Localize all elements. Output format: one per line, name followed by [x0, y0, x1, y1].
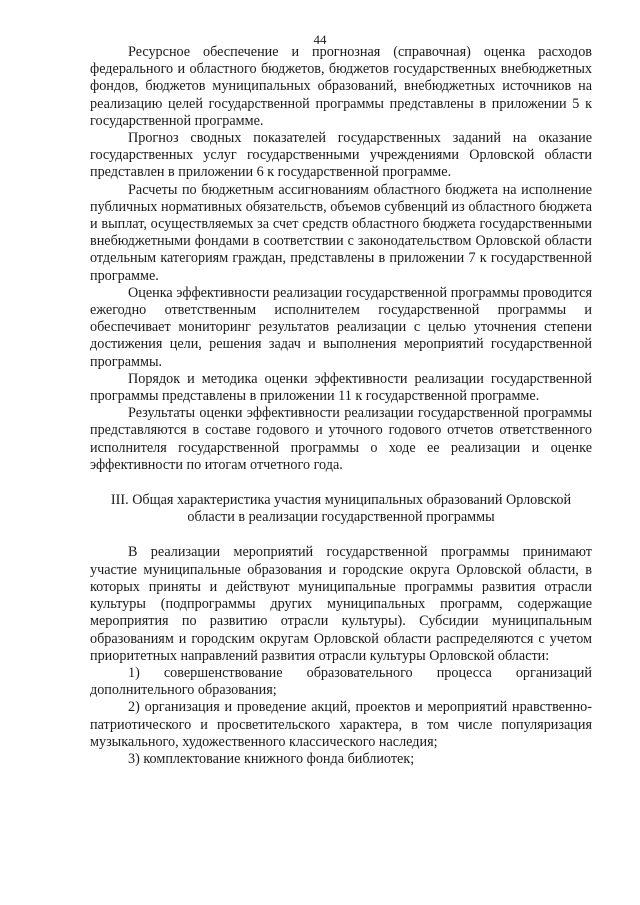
list-item: 1) совершенствование образовательного процесса организаций дополнительного образования;: [90, 664, 592, 699]
paragraph: Порядок и методика оценки эффективности реализации государственной программы представлены в приложении 11 к государственной программе.: [90, 370, 592, 405]
list-item: 3) комплектование книжного фонда библиотек;: [128, 750, 415, 767]
paragraph: В реализации мероприятий государственной программы принимают участие муниципальные образования и городские округа Орловской области, в которых приняты и действуют муниципальные программы развития отрасли культуры (подпрограммы других муниципальных программ, содержащие мероприятия по развитию отрасли культуры). Субсидии муниципальным образованиям и городским округам Орловской области распределяются с учетом приоритетных направлений развития отрасли культуры Орловской области:: [90, 544, 592, 664]
paragraph: Результаты оценки эффективности реализации государственной программы представляются в составе годового и уточного годового отчетов ответственного исполнителя государственной программы о ходе ее реализации и оценке эффективности по итогам отчетного года.: [90, 405, 592, 473]
paragraph: Прогноз сводных показателей государственных заданий на оказание государственных услуг государственными учреждениями Орловской области представлен в приложении 6 к государственной программе.: [90, 130, 592, 181]
paragraph: Ресурсное обеспечение и прогнозная (справочная) оценка расходов федерального и областного бюджетов, бюджетов государственных внебюджетных фондов, бюджетов муниципальных образований, внебюджетных источников на реализацию целей государственной программы представлены в приложении 5 к государственной программе.: [90, 44, 592, 129]
list-item: 2) организация и проведение акций, проектов и мероприятий нравственно-патриотического и просветительского характера, в том числе популяризация музыкального, художественного классического наследия;: [90, 699, 592, 750]
paragraph: Оценка эффективности реализации государственной программы проводится ежегодно ответственным исполнителем государственной программы и обеспечивает мониторинг результатов реализации с целью уточнения степени достижения цели, решения задач и выполнения мероприятий государственной программы.: [90, 284, 592, 370]
paragraph: Расчеты по бюджетным ассигнованиям областного бюджета на исполнение публичных нормативных обязательств, объемов субвенций из областного бюджета и выплат, осуществляемых за счет средств областного бюджета государственными внебюджетными фондами в соответствии с законодательством Орловской области отдельным категориям граждан, представлены в приложении 7 к государственной программе.: [90, 181, 592, 284]
page-number: 44: [313, 32, 327, 47]
page-content: [90, 44, 592, 768]
section-heading: III. Общая характеристика участия муниципальных образований Орловской области в реализации государственной программы: [110, 492, 572, 526]
